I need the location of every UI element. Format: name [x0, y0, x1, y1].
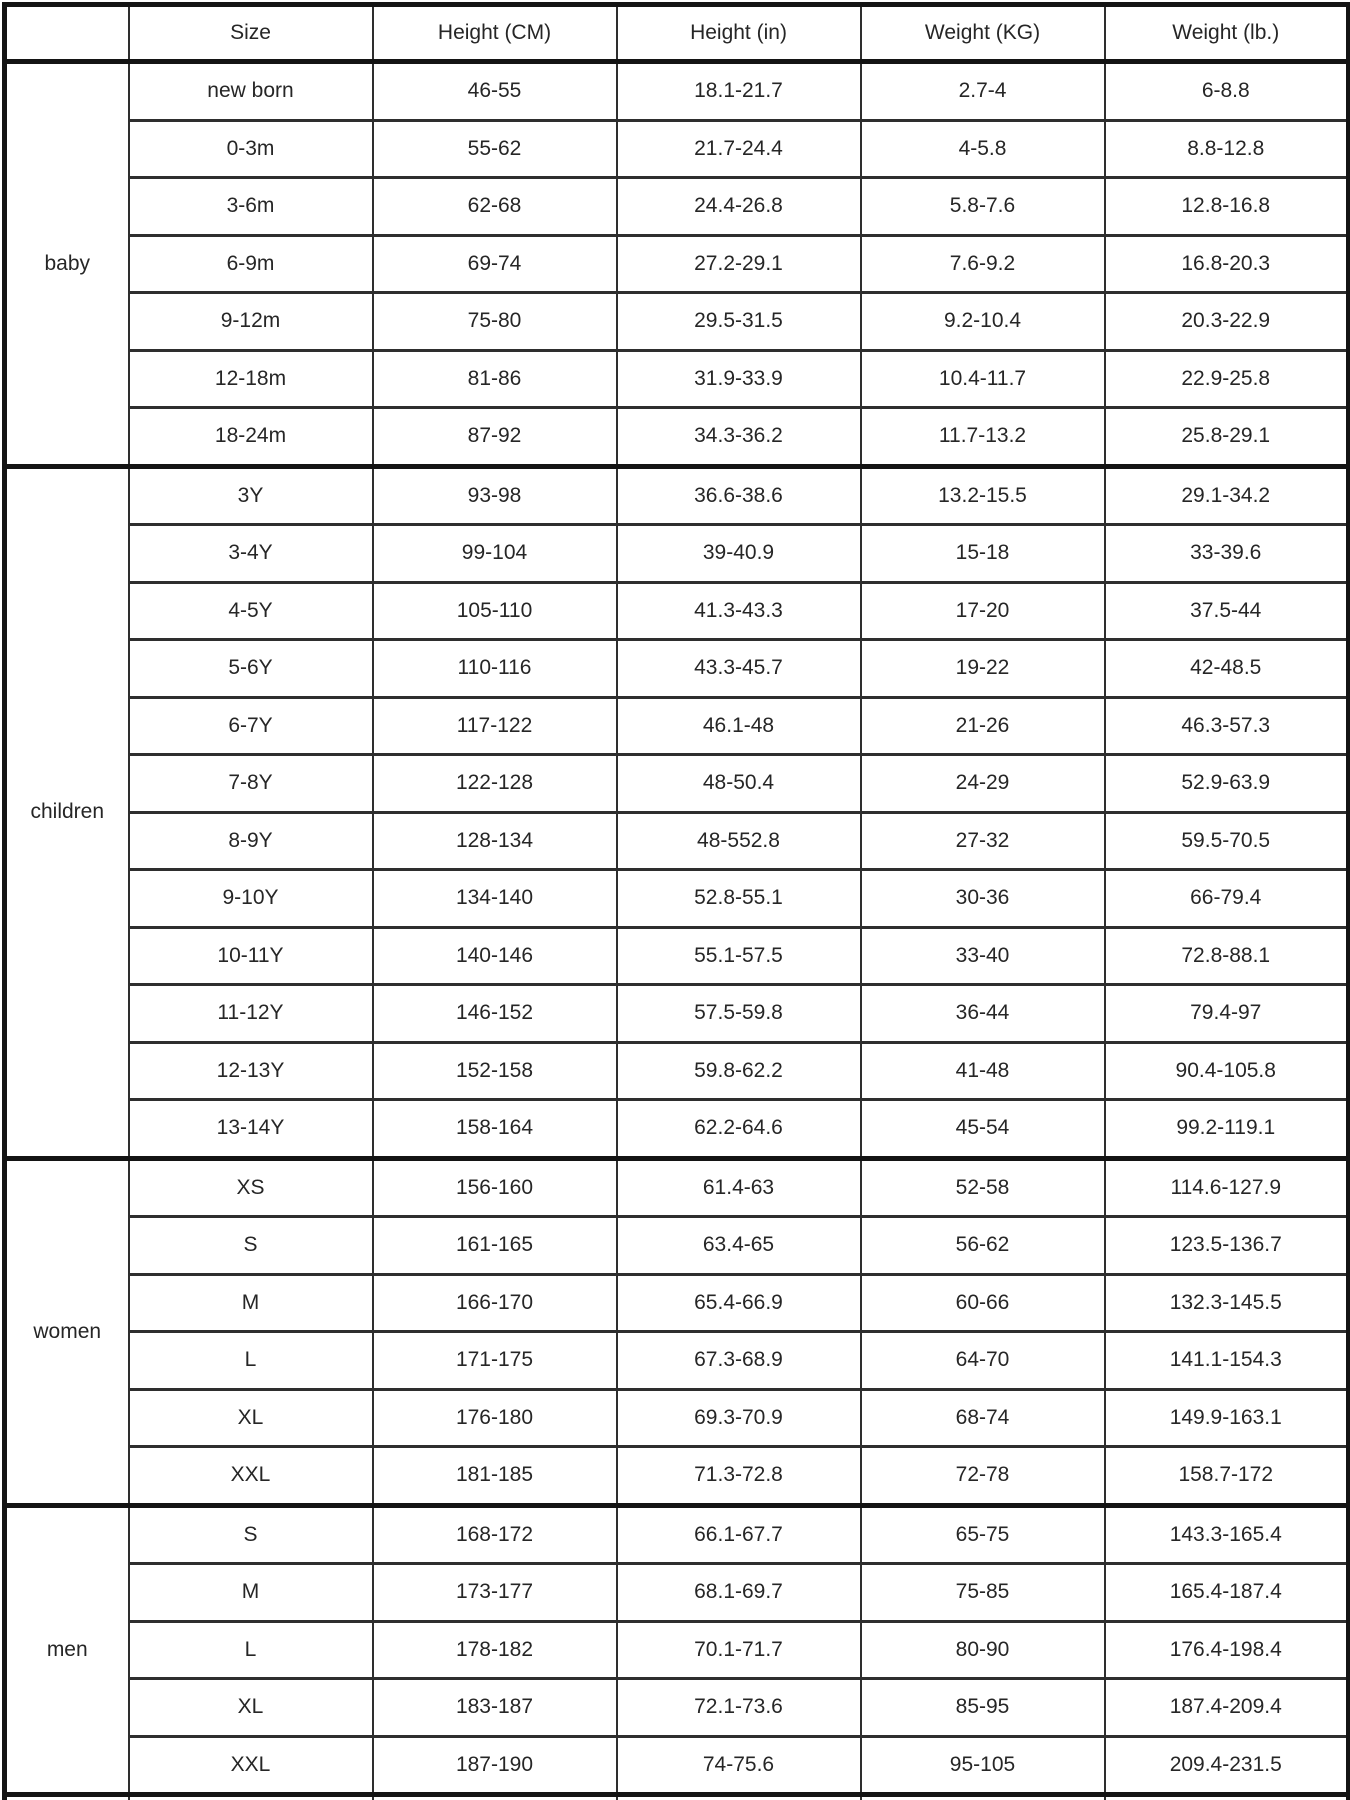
- size-cell: L: [129, 1332, 373, 1390]
- table-row: [5, 1217, 1349, 1275]
- value-cell: 7.6-9.2: [861, 235, 1105, 293]
- value-cell: 67.3-68.9: [617, 1332, 861, 1390]
- value-cell: 43.3-45.7: [617, 640, 861, 698]
- value-cell: 27.2-29.1: [617, 235, 861, 293]
- size-cell: 3-4Y: [129, 525, 373, 583]
- value-cell: 132.3-145.5: [1105, 1274, 1349, 1332]
- value-cell: 60-66: [861, 1274, 1105, 1332]
- value-cell: 63.4-65: [617, 1217, 861, 1275]
- value-cell: 68.1-69.7: [617, 1564, 861, 1622]
- value-cell: 27-32: [861, 812, 1105, 870]
- table-row: [5, 1274, 1349, 1332]
- table-row: [5, 408, 1349, 467]
- value-cell: 61.4-63: [617, 1158, 861, 1217]
- value-cell: 141.1-154.3: [1105, 1332, 1349, 1390]
- value-cell: 85-95: [861, 1679, 1105, 1737]
- size-cell: XXL: [129, 1736, 373, 1795]
- empty-cell: [617, 1795, 861, 1800]
- size-cell: L: [129, 1621, 373, 1679]
- table-row: [5, 1621, 1349, 1679]
- value-cell: 48-50.4: [617, 755, 861, 813]
- header-height-in: Height (in): [617, 5, 861, 62]
- value-cell: 134-140: [373, 870, 617, 928]
- value-cell: 6-8.8: [1105, 62, 1349, 121]
- value-cell: 68-74: [861, 1389, 1105, 1447]
- value-cell: 187.4-209.4: [1105, 1679, 1349, 1737]
- value-cell: 105-110: [373, 582, 617, 640]
- size-cell: 18-24m: [129, 408, 373, 467]
- value-cell: 72.1-73.6: [617, 1679, 861, 1737]
- value-cell: 80-90: [861, 1621, 1105, 1679]
- value-cell: 62.2-64.6: [617, 1100, 861, 1159]
- value-cell: 21-26: [861, 697, 1105, 755]
- value-cell: 2.7-4: [861, 62, 1105, 121]
- value-cell: 72-78: [861, 1447, 1105, 1506]
- size-cell: 12-18m: [129, 350, 373, 408]
- value-cell: 171-175: [373, 1332, 617, 1390]
- value-cell: 75-85: [861, 1564, 1105, 1622]
- table-row: [5, 293, 1349, 351]
- table-row: [5, 812, 1349, 870]
- value-cell: 39-40.9: [617, 525, 861, 583]
- value-cell: 24-29: [861, 755, 1105, 813]
- header-weight-kg: Weight (KG): [861, 5, 1105, 62]
- size-cell: 6-7Y: [129, 697, 373, 755]
- value-cell: 81-86: [373, 350, 617, 408]
- table-row: [5, 1158, 1349, 1217]
- value-cell: 19-22: [861, 640, 1105, 698]
- value-cell: 176-180: [373, 1389, 617, 1447]
- value-cell: 52.8-55.1: [617, 870, 861, 928]
- value-cell: 12.8-16.8: [1105, 178, 1349, 236]
- table-row: [5, 1505, 1349, 1564]
- table-row: [5, 1564, 1349, 1622]
- value-cell: 122-128: [373, 755, 617, 813]
- value-cell: 69-74: [373, 235, 617, 293]
- value-cell: 146-152: [373, 985, 617, 1043]
- value-cell: 87-92: [373, 408, 617, 467]
- value-cell: 66-79.4: [1105, 870, 1349, 928]
- value-cell: 59.5-70.5: [1105, 812, 1349, 870]
- value-cell: 5.8-7.6: [861, 178, 1105, 236]
- table-row: [5, 1042, 1349, 1100]
- value-cell: 93-98: [373, 466, 617, 525]
- table-row: [5, 1332, 1349, 1390]
- table-row: [5, 640, 1349, 698]
- value-cell: 8.8-12.8: [1105, 120, 1349, 178]
- value-cell: 143.3-165.4: [1105, 1505, 1349, 1564]
- value-cell: 168-172: [373, 1505, 617, 1564]
- value-cell: 29.5-31.5: [617, 293, 861, 351]
- value-cell: 4-5.8: [861, 120, 1105, 178]
- value-cell: 48-552.8: [617, 812, 861, 870]
- value-cell: 178-182: [373, 1621, 617, 1679]
- value-cell: 56-62: [861, 1217, 1105, 1275]
- size-cell: 12-13Y: [129, 1042, 373, 1100]
- value-cell: 55.1-57.5: [617, 927, 861, 985]
- value-cell: 95-105: [861, 1736, 1105, 1795]
- size-cell: 10-11Y: [129, 927, 373, 985]
- size-cell: 5-6Y: [129, 640, 373, 698]
- table-row: [5, 1736, 1349, 1795]
- value-cell: 20.3-22.9: [1105, 293, 1349, 351]
- empty-cell: [129, 1795, 373, 1800]
- value-cell: 158.7-172: [1105, 1447, 1349, 1506]
- table-row: [5, 350, 1349, 408]
- group-cell-baby: baby: [5, 62, 129, 467]
- value-cell: 75-80: [373, 293, 617, 351]
- value-cell: 72.8-88.1: [1105, 927, 1349, 985]
- size-cell: 13-14Y: [129, 1100, 373, 1159]
- value-cell: 149.9-163.1: [1105, 1389, 1349, 1447]
- value-cell: 99-104: [373, 525, 617, 583]
- table-row: [5, 235, 1349, 293]
- table-row: [5, 466, 1349, 525]
- table-row: [5, 525, 1349, 583]
- value-cell: 21.7-24.4: [617, 120, 861, 178]
- group-cell-men: men: [5, 1505, 129, 1795]
- table-row: [5, 1447, 1349, 1506]
- header-row: [5, 5, 1349, 62]
- size-cell: 9-12m: [129, 293, 373, 351]
- empty-cell: [373, 1795, 617, 1800]
- value-cell: 17-20: [861, 582, 1105, 640]
- table-row: [5, 927, 1349, 985]
- value-cell: 36.6-38.6: [617, 466, 861, 525]
- value-cell: 74-75.6: [617, 1736, 861, 1795]
- value-cell: 46.1-48: [617, 697, 861, 755]
- value-cell: 52-58: [861, 1158, 1105, 1217]
- size-chart-table: [2, 2, 1350, 1800]
- empty-cell: [5, 1795, 129, 1800]
- value-cell: 166-170: [373, 1274, 617, 1332]
- partial-row: [5, 1795, 1349, 1800]
- table-row: [5, 870, 1349, 928]
- value-cell: 161-165: [373, 1217, 617, 1275]
- value-cell: 45-54: [861, 1100, 1105, 1159]
- value-cell: 114.6-127.9: [1105, 1158, 1349, 1217]
- value-cell: 183-187: [373, 1679, 617, 1737]
- value-cell: 65.4-66.9: [617, 1274, 861, 1332]
- table-body: [5, 62, 1349, 1800]
- value-cell: 13.2-15.5: [861, 466, 1105, 525]
- group-cell-women: women: [5, 1158, 129, 1505]
- size-cell: XL: [129, 1389, 373, 1447]
- value-cell: 16.8-20.3: [1105, 235, 1349, 293]
- value-cell: 46.3-57.3: [1105, 697, 1349, 755]
- value-cell: 30-36: [861, 870, 1105, 928]
- value-cell: 65-75: [861, 1505, 1105, 1564]
- size-cell: 11-12Y: [129, 985, 373, 1043]
- empty-cell: [1105, 1795, 1349, 1800]
- value-cell: 15-18: [861, 525, 1105, 583]
- value-cell: 64-70: [861, 1332, 1105, 1390]
- size-cell: XXL: [129, 1447, 373, 1506]
- size-cell: XS: [129, 1158, 373, 1217]
- value-cell: 187-190: [373, 1736, 617, 1795]
- value-cell: 34.3-36.2: [617, 408, 861, 467]
- value-cell: 57.5-59.8: [617, 985, 861, 1043]
- value-cell: 9.2-10.4: [861, 293, 1105, 351]
- header-height-cm: Height (CM): [373, 5, 617, 62]
- table-row: [5, 1679, 1349, 1737]
- table-row: [5, 120, 1349, 178]
- value-cell: 90.4-105.8: [1105, 1042, 1349, 1100]
- size-cell: 8-9Y: [129, 812, 373, 870]
- value-cell: 152-158: [373, 1042, 617, 1100]
- header-weight-lb: Weight (lb.): [1105, 5, 1349, 62]
- value-cell: 71.3-72.8: [617, 1447, 861, 1506]
- value-cell: 59.8-62.2: [617, 1042, 861, 1100]
- value-cell: 158-164: [373, 1100, 617, 1159]
- value-cell: 140-146: [373, 927, 617, 985]
- value-cell: 165.4-187.4: [1105, 1564, 1349, 1622]
- value-cell: 33-40: [861, 927, 1105, 985]
- value-cell: 209.4-231.5: [1105, 1736, 1349, 1795]
- value-cell: 70.1-71.7: [617, 1621, 861, 1679]
- value-cell: 41.3-43.3: [617, 582, 861, 640]
- value-cell: 22.9-25.8: [1105, 350, 1349, 408]
- size-cell: 3Y: [129, 466, 373, 525]
- value-cell: 10.4-11.7: [861, 350, 1105, 408]
- value-cell: 66.1-67.7: [617, 1505, 861, 1564]
- size-cell: S: [129, 1217, 373, 1275]
- value-cell: 36-44: [861, 985, 1105, 1043]
- size-cell: M: [129, 1564, 373, 1622]
- table-row: [5, 985, 1349, 1043]
- value-cell: 110-116: [373, 640, 617, 698]
- empty-cell: [861, 1795, 1105, 1800]
- value-cell: 24.4-26.8: [617, 178, 861, 236]
- table-row: [5, 582, 1349, 640]
- value-cell: 99.2-119.1: [1105, 1100, 1349, 1159]
- size-cell: 0-3m: [129, 120, 373, 178]
- value-cell: 11.7-13.2: [861, 408, 1105, 467]
- value-cell: 29.1-34.2: [1105, 466, 1349, 525]
- table-row: [5, 697, 1349, 755]
- value-cell: 173-177: [373, 1564, 617, 1622]
- size-cell: 7-8Y: [129, 755, 373, 813]
- table-row: [5, 1100, 1349, 1159]
- value-cell: 55-62: [373, 120, 617, 178]
- value-cell: 31.9-33.9: [617, 350, 861, 408]
- value-cell: 33-39.6: [1105, 525, 1349, 583]
- value-cell: 123.5-136.7: [1105, 1217, 1349, 1275]
- value-cell: 128-134: [373, 812, 617, 870]
- value-cell: 181-185: [373, 1447, 617, 1506]
- value-cell: 117-122: [373, 697, 617, 755]
- group-cell-children: children: [5, 466, 129, 1158]
- value-cell: 25.8-29.1: [1105, 408, 1349, 467]
- value-cell: 62-68: [373, 178, 617, 236]
- size-cell: new born: [129, 62, 373, 121]
- value-cell: 42-48.5: [1105, 640, 1349, 698]
- value-cell: 37.5-44: [1105, 582, 1349, 640]
- table-row: [5, 62, 1349, 121]
- header-size: Size: [129, 5, 373, 62]
- table-row: [5, 1389, 1349, 1447]
- size-cell: 6-9m: [129, 235, 373, 293]
- size-cell: 3-6m: [129, 178, 373, 236]
- value-cell: 18.1-21.7: [617, 62, 861, 121]
- size-cell: S: [129, 1505, 373, 1564]
- size-cell: XL: [129, 1679, 373, 1737]
- table-row: [5, 755, 1349, 813]
- corner-cell: [5, 5, 129, 62]
- size-cell: M: [129, 1274, 373, 1332]
- value-cell: 176.4-198.4: [1105, 1621, 1349, 1679]
- value-cell: 69.3-70.9: [617, 1389, 861, 1447]
- value-cell: 46-55: [373, 62, 617, 121]
- table-row: [5, 178, 1349, 236]
- value-cell: 156-160: [373, 1158, 617, 1217]
- value-cell: 41-48: [861, 1042, 1105, 1100]
- value-cell: 79.4-97: [1105, 985, 1349, 1043]
- value-cell: 52.9-63.9: [1105, 755, 1349, 813]
- size-cell: 9-10Y: [129, 870, 373, 928]
- size-cell: 4-5Y: [129, 582, 373, 640]
